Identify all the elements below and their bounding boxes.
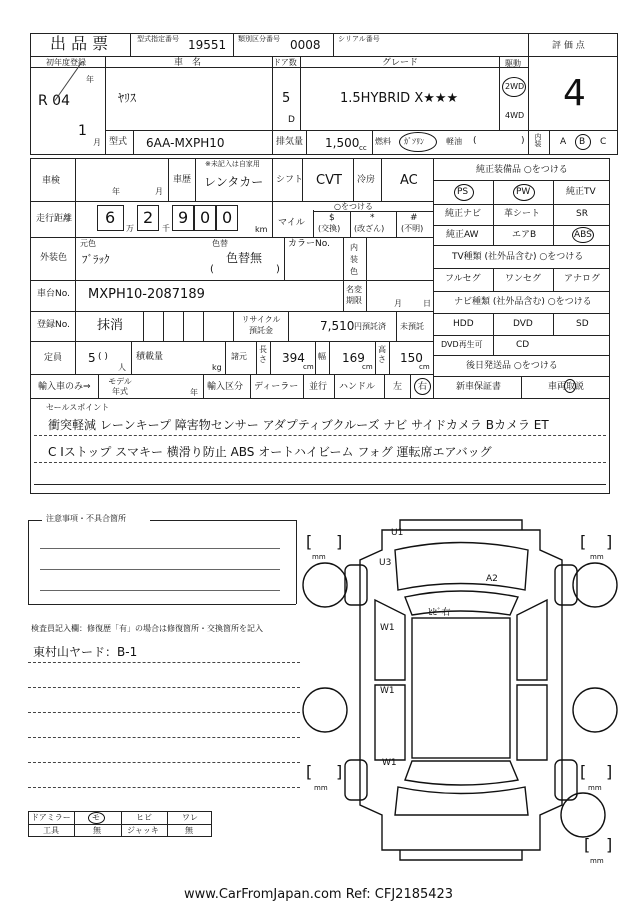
exterior-color-label: 外装色 (40, 253, 68, 263)
equipment-airbag: エアB (512, 230, 537, 240)
registration-label: 登録No. (37, 320, 70, 330)
katashiki-value: 6AA-MXPH10 (146, 136, 225, 150)
shaken-label: 車検 (42, 176, 61, 186)
changed-color: 色替無 (226, 251, 263, 265)
handle-left: 左 (393, 382, 403, 392)
jack-label: ジャッキ (127, 826, 159, 835)
bracket-rl-open: [ (306, 762, 313, 781)
doors-value: 5 (282, 91, 291, 106)
mileage-label: 走行距離 (36, 214, 73, 224)
width-label: 幅 (318, 352, 326, 361)
model-code-label: 型式指定番号 (137, 35, 179, 43)
shaken-year-unit: 年 (112, 187, 120, 196)
capacity-label: 定員 (44, 353, 63, 363)
bracket-fl-open: [ (306, 532, 313, 551)
mirror-value: モ (92, 813, 100, 822)
fuel-label: 燃料 (375, 137, 391, 146)
mileage-digit-1: 6 (105, 208, 116, 227)
bracket-sp-open: [ (584, 835, 591, 854)
car-damage-diagram (300, 515, 620, 870)
interior-b: B (579, 137, 586, 147)
displacement-value: 1,500 (325, 136, 360, 150)
width-unit: cm (362, 363, 373, 371)
bracket-rl-close: ] (336, 762, 343, 781)
equipment-tv: 純正TV (566, 187, 596, 197)
mileage-dollar-sub: (交換) (318, 224, 341, 233)
katashiki-label: 型式 (109, 137, 128, 147)
tv-type-header: TV種類 (社外品含む) ○をつける (452, 252, 584, 262)
import-kubun-label: 輸入区分 (207, 382, 244, 392)
recycle-unit: 円預託済 (354, 322, 386, 331)
bracket-fr-open: [ (580, 532, 587, 551)
drive-4wd: 4WD (505, 111, 525, 120)
interior-a: A (560, 137, 567, 147)
model-year-label: モデル年式 (108, 377, 132, 396)
tv-fullseg: フルセグ (445, 274, 481, 284)
tv-analog: アナログ (564, 274, 601, 284)
mm-rr: mm (588, 784, 602, 792)
handle-label: ハンドル (339, 382, 376, 392)
recycle-value: 7,510 (320, 319, 355, 333)
mileage-hash: # (410, 213, 418, 223)
media-cd: CD (516, 340, 530, 350)
footer-watermark: www.CarFromJapan.com Ref: CFJ2185423 (184, 887, 454, 902)
year-unit: 年 (86, 75, 94, 84)
tools-hibi-label: ヒビ (136, 813, 152, 822)
capacity-unit: 人 (118, 363, 126, 372)
original-color: ﾌﾞﾗｯｸ (82, 253, 110, 266)
tool-value: 無 (93, 826, 101, 835)
mileage-digit-4: 0 (200, 208, 211, 227)
damage-a2: A2 (486, 574, 498, 584)
damage-codes (379, 528, 498, 768)
equipment-ps: PS (457, 187, 469, 197)
color-no-label: カラーNo. (288, 239, 330, 249)
damage-w1-middle: W1 (380, 686, 395, 696)
height-unit: cm (419, 363, 430, 371)
equipment-aw: 純正AW (446, 230, 479, 240)
history-value: レンタカー (204, 175, 264, 189)
navi-dvd: DVD (513, 319, 533, 329)
mileage-option-note: ○をつける (334, 202, 373, 211)
mile-label: マイル (278, 218, 305, 228)
shift-label: シフト (276, 175, 304, 185)
length-value: 394 (282, 351, 305, 365)
month-unit: 月 (93, 138, 101, 147)
mileage-digit-3: 9 (178, 208, 189, 227)
damage-u1: U1 (391, 528, 404, 538)
tools-ware-label: ワレ (182, 813, 198, 822)
mm-sp: mm (590, 857, 604, 865)
inspector-label: 検査員記入欄：修復歴「有」の場合は修復箇所・交換箇所を記入 (31, 624, 263, 633)
changed-color-label: 色替 (212, 239, 228, 248)
registration-value: 抹消 (97, 318, 124, 333)
damage-u3: U3 (379, 558, 392, 568)
mileage-unit-sen: 千 (162, 224, 170, 233)
mileage-dollar: $ (329, 213, 335, 223)
category-code: 0008 (290, 38, 321, 52)
jack-value: 無 (185, 826, 193, 835)
bracket-rr-close: ] (606, 762, 613, 781)
serial-label: シリアル番号 (338, 35, 380, 43)
chassis-label: 車台No. (37, 289, 70, 299)
import-label: 輸入車のみ⇒ (38, 382, 91, 392)
tv-oneseg: ワンセグ (505, 274, 542, 284)
capacity-paren: ( ) (98, 352, 108, 362)
history-label: 車歴 (173, 175, 192, 185)
navi-hdd: HDD (453, 319, 474, 329)
model-code: 19551 (188, 38, 227, 52)
damage-hibi: ﾋﾋﾞ右 (428, 608, 451, 618)
bracket-sp-close: ] (606, 835, 613, 854)
history-note: ※未記入は自家用 (205, 160, 260, 168)
capacity-value: 5 (88, 351, 96, 365)
dims-label: 諸元 (231, 352, 247, 361)
ac-label: 冷房 (357, 175, 376, 185)
handle-right: 右 (418, 382, 428, 392)
docs-warranty: 新車保証書 (456, 382, 502, 392)
notes-label: 注意事項・不具合箇所 (46, 514, 126, 523)
mirror-label: ドアミラー (31, 813, 71, 822)
original-color-label: 元色 (80, 239, 96, 248)
mileage-digit-5: 0 (222, 208, 233, 227)
equipment-navi: 純正ナビ (445, 209, 482, 219)
grade-value: 1.5HYBRID X★★★ (340, 91, 459, 106)
oil-label: 軽油 (446, 137, 462, 146)
fuel-value: ｶﾞｿﾘﾝ (404, 137, 424, 146)
docs-header: 後日発送品 ○をつける (466, 361, 558, 371)
import-dealer: ディーラー (254, 382, 299, 392)
interior-color-label: 内装色 (350, 243, 358, 276)
color-paren-close: ) (276, 264, 280, 275)
mileage-star-sub: (改ざん) (354, 224, 385, 233)
mm-fl: mm (312, 553, 326, 561)
load-label: 積載量 (136, 352, 164, 362)
tread-units (312, 553, 604, 865)
first-reg-month: 1 (78, 123, 87, 139)
import-parallel: 並行 (309, 382, 328, 392)
shaken-month-unit: 月 (155, 187, 163, 196)
doors-label: ドア数 (273, 58, 297, 67)
equipment-pw: PW (516, 187, 531, 197)
damage-w1-front: W1 (380, 623, 395, 633)
car-name-label: 車 名 (174, 58, 202, 68)
shift-value: CVT (316, 173, 342, 188)
doors-type: D (288, 115, 295, 125)
length-unit: cm (303, 363, 314, 371)
mm-rl: mm (314, 784, 328, 792)
interior-label: 内装 (534, 133, 542, 147)
model-year-unit: 年 (190, 388, 198, 397)
equipment-header: 純正装備品 ○をつける (476, 165, 568, 175)
tool-label: 工具 (43, 826, 59, 835)
displacement-label: 排気量 (276, 137, 304, 147)
dvd-play: DVD再生可 (441, 340, 483, 349)
first-reg-label: 初年度登録 (46, 58, 86, 67)
bracket-fl-close: ] (336, 532, 343, 551)
length-label: 長さ (259, 345, 267, 364)
height-label: 高さ (378, 345, 386, 364)
height-value: 150 (400, 351, 423, 365)
meigi-day-unit: 日 (423, 299, 431, 308)
oil-paren-open: ( (473, 136, 477, 146)
equipment-sr: SR (576, 209, 588, 219)
recycle-label: リサイクル預託金 (241, 315, 281, 335)
category-label: 類別区分番号 (238, 35, 280, 43)
width-value: 169 (342, 351, 365, 365)
mileage-digit-2: 2 (143, 208, 154, 227)
color-paren-open: ( (210, 264, 214, 275)
drive-label: 駆動 (505, 59, 521, 68)
damage-w1-rear: W1 (382, 758, 397, 768)
drive-2wd: 2WD (505, 82, 525, 91)
chassis-value: MXPH10-2087189 (88, 287, 205, 302)
oil-paren-close: ) (521, 136, 525, 146)
rating-value: 4 (563, 73, 586, 114)
mileage-hash-sub: (不明) (401, 224, 424, 233)
mileage-unit: km (255, 225, 268, 234)
first-reg-year: R 04 (38, 93, 70, 109)
manual-circle (564, 379, 576, 393)
tire-circles (303, 563, 617, 837)
interior-c: C (600, 137, 607, 147)
navi-sd: SD (576, 319, 589, 329)
not-deposited: 未預託 (400, 322, 424, 331)
equipment-leather: 革シート (504, 209, 541, 219)
bracket-fr-close: ] (606, 532, 613, 551)
inspector-note: 東村山ヤード：B-1 (33, 645, 138, 659)
sales-line-2: C Iストップ スマキー 横滑り防止 ABS オートハイビーム フォグ 運転席エアバッグ (48, 445, 492, 459)
mileage-unit-man: 万 (126, 224, 134, 233)
car-name: ﾔﾘｽ (118, 91, 137, 105)
load-unit: kg (212, 363, 222, 372)
displacement-unit: cc (359, 144, 367, 152)
equipment-abs: ABS (574, 230, 592, 240)
bracket-rr-open: [ (580, 762, 587, 781)
docs-manual: 車両取説 (548, 382, 585, 392)
form-title: 出 品 票 (50, 34, 109, 53)
meigi-label: 名変期限 (346, 285, 362, 305)
tread-brackets (306, 532, 612, 854)
mm-fr: mm (590, 553, 604, 561)
sales-label: セールスポイント (46, 403, 110, 412)
ac-value: AC (400, 173, 418, 188)
navi-type-header: ナビ種類 (社外品含む) ○をつける (454, 297, 592, 307)
grade-label: グレード (382, 58, 419, 68)
meigi-month-unit: 月 (394, 299, 402, 308)
rating-label: 評 価 点 (552, 41, 585, 51)
mileage-star: * (370, 213, 375, 223)
sales-line-1: 衝突軽減 レーンキープ 障害物センサー アダプティブクルーズ ナビ サイドカメラ Bカメラ ET (48, 418, 549, 432)
